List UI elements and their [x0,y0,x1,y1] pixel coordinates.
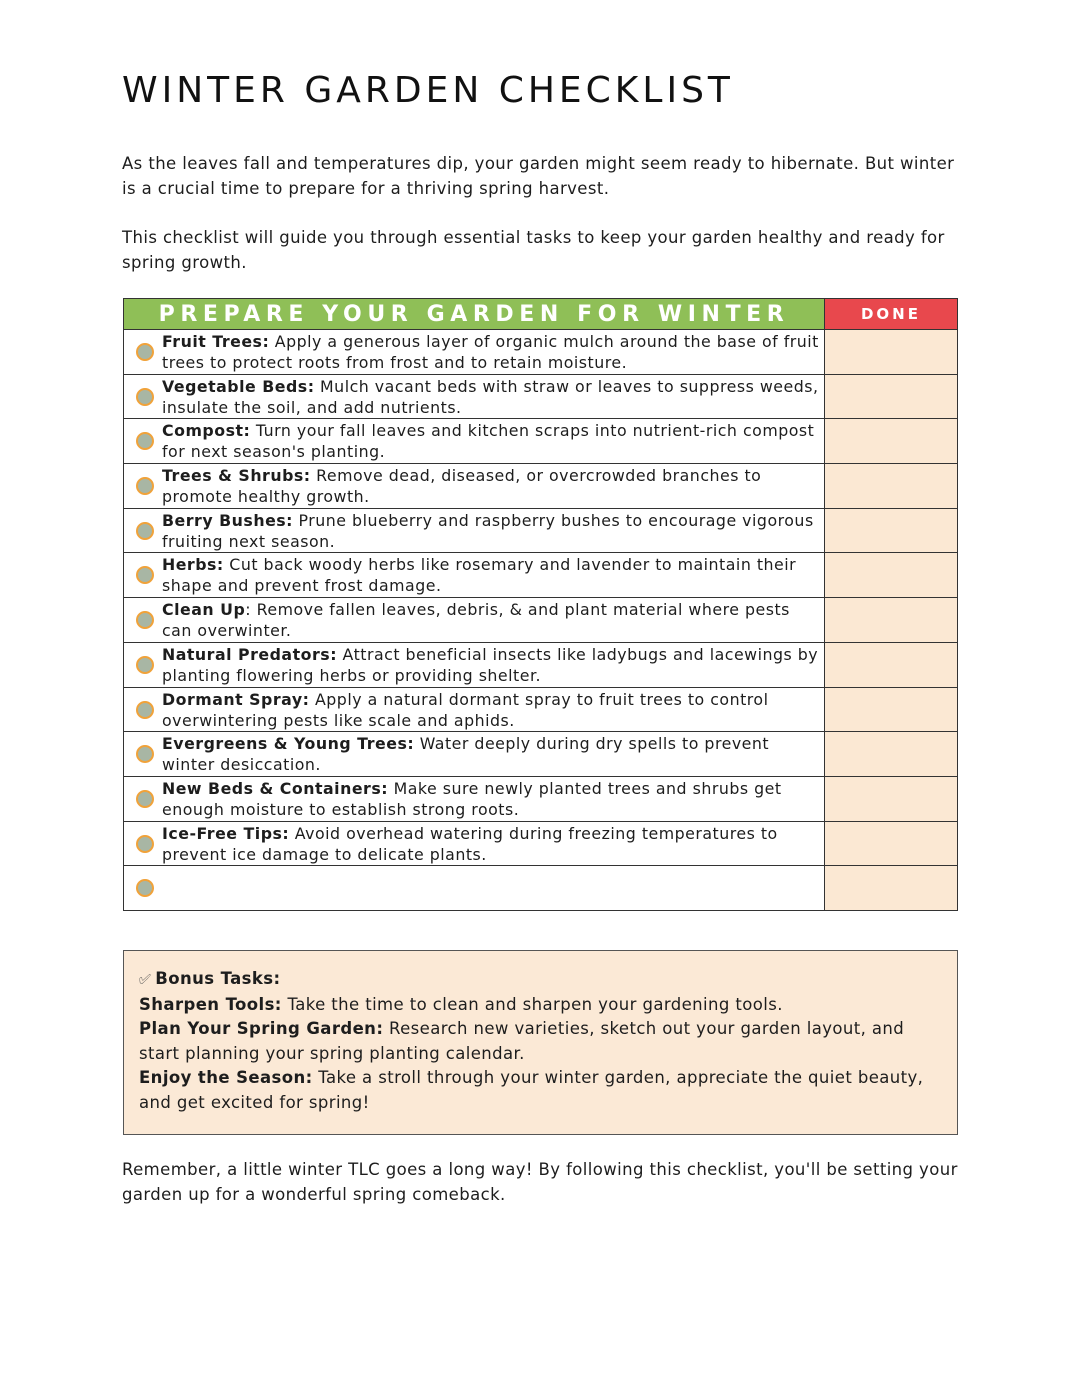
task-cell [124,598,825,642]
task-label: Berry Bushes: [162,510,294,530]
checklist-row [124,865,957,910]
task-cell [124,688,825,732]
task-description: Water deeply during dry spells to prevent winter desiccation. [162,734,770,775]
task-description: : Remove fallen leaves, debris, & and plant material where pests can overwinter. [162,600,790,641]
task-description: Mulch vacant beds with straw or leaves to suppress weeds, insulate the soil, and add nutrients. [162,376,819,417]
task-cell [124,509,825,553]
task-label: New Beds & Containers: [162,778,389,798]
task-description: Avoid overhead watering during freezing temperatures to prevent ice damage to delicate plants. [162,823,778,864]
done-cell[interactable] [825,553,957,597]
checklist-row [124,821,957,866]
task-description: Remove dead, diseased, or overcrowded branches to promote healthy growth. [162,466,762,507]
task-description: Apply a natural dormant spray to fruit trees to control overwintering pests like scale and aphids. [162,689,769,730]
task-description: Cut back woody herbs like rosemary and lavender to maintain their shape and prevent frost damage. [162,555,797,596]
bonus-task-item [139,993,943,1018]
checklist-table [123,298,958,911]
bonus-task-description: Take the time to clean and sharpen your gardening tools. [281,994,783,1014]
done-column-header: DONE [825,299,957,329]
task-checkbox[interactable] [136,522,154,540]
checklist-row [124,508,957,553]
checklist-rows [124,329,957,910]
bonus-tasks-list [139,993,943,1116]
task-description: Attract beneficial insects like ladybugs and lacewings by planting flowering herbs or providing shelter. [162,644,819,685]
checklist-header-row [124,299,957,329]
checklist-row [124,687,957,732]
task-checkbox[interactable] [136,656,154,674]
bonus-task-label: Sharpen Tools: [139,994,282,1014]
task-label: Vegetable Beds: [162,376,315,396]
task-label: Fruit Trees: [162,332,270,351]
task-cell [124,330,825,374]
bonus-task-label: Enjoy the Season: [139,1068,313,1088]
checklist-row [124,731,957,776]
bonus-task-description: Take a stroll through your winter garden, appreciate the quiet beauty, and get excited for spring! [139,1068,924,1112]
done-cell[interactable] [825,732,957,776]
done-cell[interactable] [825,598,957,642]
checklist-row [124,463,957,508]
bonus-task-item [139,1017,943,1066]
task-label: Clean Up [162,600,246,620]
intro-paragraph-2: This checklist will guide you through essential tasks to keep your garden healthy and ready for spring growth. [122,228,945,272]
task-checkbox[interactable] [136,477,154,495]
task-cell [124,419,825,463]
task-checkbox[interactable] [136,879,154,897]
task-description: Turn your fall leaves and kitchen scraps into nutrient-rich compost for next season's planting. [162,421,815,462]
done-cell[interactable] [825,419,957,463]
intro-paragraph-1: As the leaves fall and temperatures dip, your garden might seem ready to hibernate. But winter is a crucial time to prepare for a thriving spring harvest. [122,154,955,198]
bonus-task-label: Plan Your Spring Garden: [139,1019,384,1039]
done-cell[interactable] [825,643,957,687]
checklist-row [124,552,957,597]
task-checkbox[interactable] [136,343,154,361]
done-cell[interactable] [825,330,957,374]
task-checkbox[interactable] [136,432,154,450]
task-description: Make sure newly planted trees and shrubs get enough moisture to establish strong roots. [162,778,782,819]
task-cell [124,553,825,597]
checklist-row [124,374,957,419]
checklist-row [124,597,957,642]
checklist-row [124,776,957,821]
task-checkbox[interactable] [136,566,154,584]
checklist-header-title: PREPARE YOUR GARDEN FOR WINTER [124,299,825,329]
task-checkbox[interactable] [136,388,154,406]
task-label: Dormant Spray: [162,689,310,709]
task-label: Trees & Shrubs: [162,466,311,486]
task-cell [124,732,825,776]
task-cell [124,822,825,866]
task-label: Herbs: [162,555,224,575]
task-checkbox[interactable] [136,835,154,853]
bonus-task-description: Research new varieties, sketch out your garden layout, and start planning your spring planting calendar. [139,1019,905,1063]
done-cell[interactable] [825,777,957,821]
page-title: WINTER GARDEN CHECKLIST [122,70,734,111]
task-description: Apply a generous layer of organic mulch around the base of fruit trees to protect roots from frost and to retain moisture. [162,332,819,372]
done-cell[interactable] [825,866,957,910]
done-cell[interactable] [825,509,957,553]
task-cell [124,464,825,508]
task-description: Prune blueberry and raspberry bushes to encourage vigorous fruiting next season. [162,510,814,551]
check-mark-icon: ✅︎ [139,972,152,988]
bonus-tasks-box [123,950,958,1135]
task-label: Evergreens & Young Trees: [162,734,415,754]
checklist-row [124,329,957,374]
task-checkbox[interactable] [136,701,154,719]
task-label: Natural Predators: [162,644,338,664]
done-cell[interactable] [825,822,957,866]
checklist-row [124,642,957,687]
task-checkbox[interactable] [136,790,154,808]
done-cell[interactable] [825,375,957,419]
done-cell[interactable] [825,688,957,732]
task-checkbox[interactable] [136,745,154,763]
checklist-row [124,418,957,463]
task-label: Compost: [162,421,251,441]
task-cell [124,643,825,687]
task-cell [124,866,825,910]
task-checkbox[interactable] [136,611,154,629]
task-cell [124,777,825,821]
done-cell[interactable] [825,464,957,508]
task-cell [124,375,825,419]
closing-paragraph: Remember, a little winter TLC goes a long way! By following this checklist, you'll be setting your garden up for a wonderful spring comeback. [122,1160,958,1204]
bonus-tasks-heading [139,967,943,993]
bonus-task-item [139,1066,943,1115]
task-label: Ice-Free Tips: [162,823,290,843]
bonus-tasks-title: Bonus Tasks: [155,969,281,988]
